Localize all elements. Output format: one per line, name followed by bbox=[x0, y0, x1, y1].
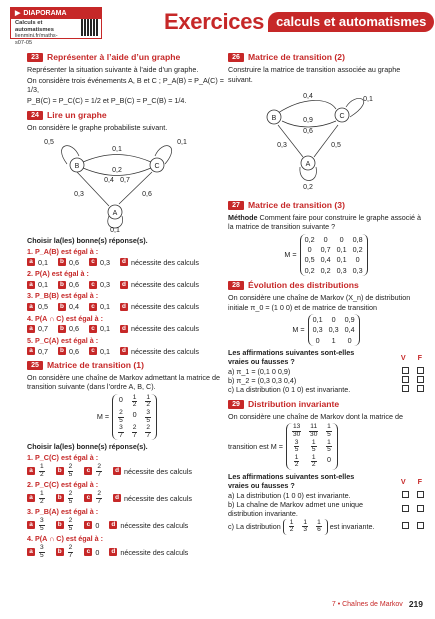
matrix-cell: 0,2 bbox=[320, 265, 331, 275]
statement: b) π_2 = (0,3 0,3 0,4) bbox=[228, 376, 424, 385]
diaporama-title: Calculs et automatismes bbox=[15, 20, 54, 33]
option-c[interactable]: c 0,3 bbox=[89, 258, 110, 267]
node-label: A bbox=[112, 209, 118, 217]
diaporama-box[interactable] bbox=[10, 7, 102, 46]
option-d[interactable]: d nécessite des calculs bbox=[120, 347, 199, 356]
exercise-text: On considère une chaîne de Markov dont la matrice de bbox=[228, 412, 403, 422]
edge-a-c bbox=[314, 125, 338, 157]
false-checkbox[interactable] bbox=[417, 522, 424, 529]
distribution: $\frac{1}{2}$ $\frac{1}{3}$ $\frac{1}{6}$ bbox=[283, 519, 328, 535]
play-icon: ▶ bbox=[15, 10, 21, 17]
edge-label: 0,3 bbox=[277, 142, 287, 150]
option-a[interactable]: a $\frac{1}{2}$ bbox=[27, 491, 46, 505]
page-footer bbox=[332, 599, 423, 610]
matrix-cell: 0 bbox=[347, 335, 352, 345]
matrix-cell: 0 bbox=[307, 245, 312, 254]
false-checkbox[interactable] bbox=[417, 491, 424, 498]
option-a[interactable]: a 0,7 bbox=[27, 324, 48, 333]
answer-options bbox=[27, 545, 227, 559]
exercise-29 bbox=[228, 399, 424, 535]
matrix-cell: 0 bbox=[331, 314, 336, 324]
question: 2. P(A) est égal à : bbox=[27, 269, 89, 279]
vf-question: Les affirmations suivantes sont-elles vraies ou fausses ? bbox=[228, 348, 355, 367]
option-a[interactable]: a 0,7 bbox=[27, 347, 48, 356]
diaporama-header bbox=[11, 8, 101, 19]
matrix-label: M = bbox=[96, 412, 110, 422]
exercise-title: Matrice de transition (1) bbox=[47, 359, 144, 370]
question: 4. P(A ∩ C) est égal à : bbox=[27, 313, 104, 323]
option-c[interactable]: c 0,1 bbox=[89, 324, 110, 333]
option-a[interactable]: a 0,5 bbox=[27, 302, 48, 311]
page-header-title bbox=[164, 6, 434, 38]
option-a[interactable]: a 0,1 bbox=[27, 258, 48, 267]
true-checkbox[interactable] bbox=[402, 376, 409, 383]
matrix-label: M = bbox=[284, 250, 297, 260]
option-b[interactable]: b 0,6 bbox=[58, 258, 79, 267]
right-column bbox=[228, 52, 424, 539]
matrix-cell: 0 bbox=[355, 255, 360, 265]
statement: c) La distribution $\frac{1}{2}$ $\frac{1}{3}$ $\frac{1}{6}$ est invariante. bbox=[228, 519, 424, 535]
question: 1. P_C(C) est égal à : bbox=[27, 453, 99, 463]
exercise-text: Construire la matrice de transition associée au graphe suivant. bbox=[228, 65, 401, 84]
exercise-number: 23 bbox=[27, 53, 43, 62]
header bbox=[0, 0, 435, 44]
exercise-text: On considère une chaîne de Markov admettant la matrice de transition suivante (dans l’ordre A, B, C). bbox=[27, 373, 220, 392]
edge-label: 0,6 bbox=[142, 190, 152, 198]
option-c[interactable]: c 0 bbox=[84, 521, 99, 530]
page-subtitle: calculs et automatismes bbox=[268, 12, 434, 33]
question: 3. P_B(A) est égal à : bbox=[27, 507, 99, 517]
method-label: Méthode bbox=[228, 212, 258, 222]
edge-label: 0,6 bbox=[303, 128, 313, 136]
matrix-cell: 0,2 bbox=[304, 234, 315, 244]
exercise-title: Matrice de transition (3) bbox=[248, 199, 345, 210]
page-title: Exercices bbox=[164, 8, 265, 34]
edge-label: 0,5 bbox=[44, 138, 54, 146]
option-d[interactable]: d nécessite des calculs bbox=[120, 280, 199, 289]
edge-label: 0,9 bbox=[303, 117, 313, 125]
true-checkbox[interactable] bbox=[402, 385, 409, 392]
matrix-cell: 0,8 bbox=[352, 234, 363, 244]
exercise-number: 29 bbox=[228, 400, 244, 409]
option-d[interactable]: d nécessite des calculs bbox=[120, 302, 199, 311]
matrix-cell: 0,3 bbox=[328, 325, 339, 335]
node-label: B bbox=[271, 115, 277, 123]
edge-label: 0,1 bbox=[112, 145, 122, 153]
exercise-title: Représenter à l’aide d’un graphe bbox=[47, 52, 181, 62]
edge-label: 0,2 bbox=[303, 184, 313, 192]
exercise-number: 28 bbox=[228, 281, 244, 290]
true-checkbox[interactable] bbox=[402, 522, 409, 529]
answer-options bbox=[27, 491, 227, 505]
exercise-title: Distribution invariante bbox=[248, 398, 340, 409]
transition-graph bbox=[228, 85, 418, 193]
probability-graph bbox=[27, 134, 217, 234]
option-a[interactable]: a $\frac{3}{5}$ bbox=[27, 545, 46, 559]
diaporama-link[interactable]: lienmini.fr/maths-s07-05 bbox=[15, 33, 58, 46]
question: 2. P_C(C) est égal à : bbox=[27, 480, 99, 490]
option-b[interactable]: b $\frac{2}{5}$ bbox=[56, 464, 75, 478]
question: 1. P_A(B) est égal à : bbox=[27, 246, 99, 256]
option-a[interactable]: a $\frac{3}{5}$ bbox=[27, 518, 46, 532]
option-c[interactable]: c 0,3 bbox=[89, 280, 110, 289]
option-d[interactable]: d nécessite des calculs bbox=[113, 467, 192, 476]
node-label: C bbox=[154, 162, 160, 170]
option-d[interactable]: d nécessite des calculs bbox=[109, 548, 188, 557]
vf-question: Les affirmations suivantes sont-elles vraies ou fausses ? bbox=[228, 471, 355, 491]
option-b[interactable]: b $\frac{2}{5}$ bbox=[56, 518, 75, 532]
false-checkbox[interactable] bbox=[417, 385, 424, 392]
option-d[interactable]: d nécessite des calculs bbox=[109, 521, 188, 530]
false-checkbox[interactable] bbox=[417, 376, 424, 383]
edge-b-a bbox=[278, 125, 303, 157]
option-d[interactable]: d nécessite des calculs bbox=[120, 324, 199, 333]
exercise-28 bbox=[228, 280, 424, 395]
false-label: F bbox=[417, 476, 422, 486]
edge-label: 0,7 bbox=[120, 176, 130, 184]
statement: c) La distribution (0 1 0) est invariante. bbox=[228, 385, 424, 394]
matrix-cell: 0,4 bbox=[344, 325, 355, 335]
exercise-text: On considère une chaîne de Markov (X_n) de distribution initiale π_0 = (1 0 0) et de matrice de transition bbox=[228, 293, 411, 312]
matrix-cell: 1 bbox=[331, 335, 336, 345]
matrix-cell: 0 bbox=[315, 335, 320, 345]
option-b[interactable]: b 0,6 bbox=[58, 324, 79, 333]
option-a[interactable]: a 0,1 bbox=[27, 280, 48, 289]
edge-label: 0,3 bbox=[74, 190, 84, 198]
matrix-cell: 0,1 bbox=[312, 314, 323, 324]
exercise-26 bbox=[228, 52, 424, 196]
option-b[interactable]: b $\frac{2}{5}$ bbox=[56, 491, 75, 505]
exercise-text: On considère le graphe probabiliste suivant. bbox=[27, 122, 168, 132]
option-c[interactable]: c 0,1 bbox=[89, 302, 110, 311]
matrix-block bbox=[228, 423, 424, 470]
false-checkbox[interactable] bbox=[417, 505, 424, 512]
matrix-block bbox=[27, 394, 227, 441]
matrix bbox=[308, 314, 360, 346]
matrix: 0 $\frac{1}{2}$ $\frac{1}{2}$ $\frac{2}{5}$ 0 $\frac{3}{5}$ $\frac{3}{7}$ $\frac{2}{7}$ $\frac{2}{7}$ bbox=[112, 394, 157, 441]
exercise-text: Représenter la situation suivante à l’aide d’un graphe. bbox=[27, 65, 199, 75]
edge-label: 0,4 bbox=[104, 176, 114, 184]
edge-b-c bbox=[278, 101, 336, 114]
matrix-cell: 0,3 bbox=[336, 265, 347, 275]
true-label: V bbox=[400, 476, 406, 486]
question-list bbox=[27, 247, 227, 356]
matrix-cell: 0,2 bbox=[304, 265, 315, 275]
answer-options bbox=[27, 347, 227, 356]
matrix-cell: 0,2 bbox=[352, 245, 363, 254]
exercise-number: 26 bbox=[228, 53, 244, 62]
edge-label: 0,1 bbox=[363, 96, 373, 104]
option-c[interactable]: c $\frac{2}{7}$ bbox=[84, 464, 103, 478]
node-label: A bbox=[305, 161, 311, 169]
answer-options bbox=[27, 464, 227, 478]
matrix bbox=[300, 234, 368, 276]
option-d[interactable]: d nécessite des calculs bbox=[113, 494, 192, 503]
node-label: B bbox=[74, 162, 80, 170]
question: 5. P_C(A) est égal à : bbox=[27, 335, 99, 345]
answer-options bbox=[27, 258, 227, 267]
option-d[interactable]: d nécessite des calculs bbox=[120, 258, 199, 267]
matrix: $\frac{13}{30}$ $\frac{11}{30}$ $\frac{1}{5}$ $\frac{3}{5}$ $\frac{1}{5}$ $\frac{1}{5}$ $\frac{1}{2}$ $\frac{1}{2}$ 0 bbox=[286, 423, 338, 470]
matrix-cell: 0,7 bbox=[320, 245, 331, 254]
node-label: C bbox=[339, 113, 345, 121]
exercise-text: On considère trois événements A, B et C ; P_A(B) = P_A(C) = 1/3, bbox=[27, 76, 224, 95]
false-label: F bbox=[417, 352, 422, 362]
exercise-number: 25 bbox=[27, 361, 43, 370]
option-b[interactable]: b 0,6 bbox=[58, 280, 79, 289]
answer-options bbox=[27, 302, 227, 311]
matrix-cell: 0 bbox=[323, 234, 328, 244]
statement: a) La distribution (1 0 0) est invariante. bbox=[228, 491, 424, 500]
exercise-number: 27 bbox=[228, 201, 244, 210]
edge-label: 0,5 bbox=[331, 142, 341, 150]
method-text: Comment faire pour construire le graphe associé à la matrice de transition suivante ? bbox=[228, 212, 421, 232]
question: 3. P_B(B) est égal à : bbox=[27, 291, 99, 301]
true-checkbox[interactable] bbox=[402, 491, 409, 498]
matrix-cell: 0,5 bbox=[304, 255, 315, 265]
answer-options bbox=[27, 280, 227, 289]
matrix-cell: 0 bbox=[339, 234, 344, 244]
exercise-text bbox=[228, 213, 424, 232]
vf-header bbox=[228, 348, 424, 367]
edge-label: 0,4 bbox=[303, 93, 313, 101]
exercise-title: Évolution des distributions bbox=[248, 280, 359, 291]
left-column bbox=[27, 52, 227, 563]
matrix-cell: 0,3 bbox=[352, 265, 363, 275]
page-number: 219 bbox=[408, 598, 423, 609]
qr-code-icon[interactable] bbox=[81, 19, 98, 36]
matrix-cell: 0,1 bbox=[336, 255, 347, 265]
statement: a) π_1 = (0,1 0 0,9) bbox=[228, 367, 424, 376]
option-b[interactable]: b $\frac{2}{7}$ bbox=[56, 545, 75, 559]
chapter-label: 7 • Chaînes de Markov bbox=[331, 600, 403, 608]
option-c[interactable]: c $\frac{2}{7}$ bbox=[84, 491, 103, 505]
option-a[interactable]: a $\frac{1}{2}$ bbox=[27, 464, 46, 478]
edge-b-c bbox=[83, 154, 151, 162]
edge-label: 0,1 bbox=[177, 138, 187, 146]
true-checkbox[interactable] bbox=[402, 505, 409, 512]
option-b[interactable]: b 0,4 bbox=[58, 302, 79, 311]
true-label: V bbox=[400, 352, 406, 362]
matrix-cell: 0,1 bbox=[336, 245, 347, 254]
instruction: Choisir la(les) bonne(s) réponse(s). bbox=[27, 442, 148, 452]
matrix-block bbox=[228, 314, 424, 346]
matrix-cell: 0,3 bbox=[312, 325, 323, 335]
true-checkbox[interactable] bbox=[402, 367, 409, 374]
option-c[interactable]: c 0 bbox=[84, 548, 99, 557]
exercise-title: Matrice de transition (2) bbox=[248, 52, 345, 62]
exercise-24 bbox=[27, 110, 227, 356]
exercise-title: Lire un graphe bbox=[47, 109, 107, 120]
exercise-text: P_B(C) = P_C(C) = 1/2 et P_B(C) = P_C(B) = 1/4. bbox=[27, 96, 187, 106]
matrix-block bbox=[228, 234, 424, 276]
option-b[interactable]: b 0,6 bbox=[58, 347, 79, 356]
matrix-label: transition est M = bbox=[228, 441, 283, 451]
edge-label: 0,2 bbox=[112, 166, 122, 174]
vf-header bbox=[228, 472, 424, 491]
matrix-cell: 0,9 bbox=[344, 314, 355, 324]
diaporama-text bbox=[11, 19, 71, 47]
matrix-label: M = bbox=[292, 325, 305, 335]
diaporama-label: DIAPORAMA bbox=[23, 10, 67, 17]
exercise-23 bbox=[27, 52, 227, 106]
exercise-number: 24 bbox=[27, 111, 43, 120]
matrix-cell: 0,4 bbox=[320, 255, 331, 265]
option-c[interactable]: c 0,1 bbox=[89, 347, 110, 356]
answer-options bbox=[27, 324, 227, 333]
exercise-25 bbox=[27, 360, 227, 560]
exercise-27 bbox=[228, 200, 424, 276]
statement: b) La chaîne de Markov admet une unique distribution invariante. bbox=[228, 500, 424, 519]
question: 4. P(A ∩ C) est égal à : bbox=[27, 534, 104, 544]
false-checkbox[interactable] bbox=[417, 367, 424, 374]
instruction: Choisir la(les) bonne(s) réponse(s). bbox=[27, 236, 148, 245]
edge-label: 0,1 bbox=[110, 226, 120, 234]
answer-options bbox=[27, 518, 227, 532]
